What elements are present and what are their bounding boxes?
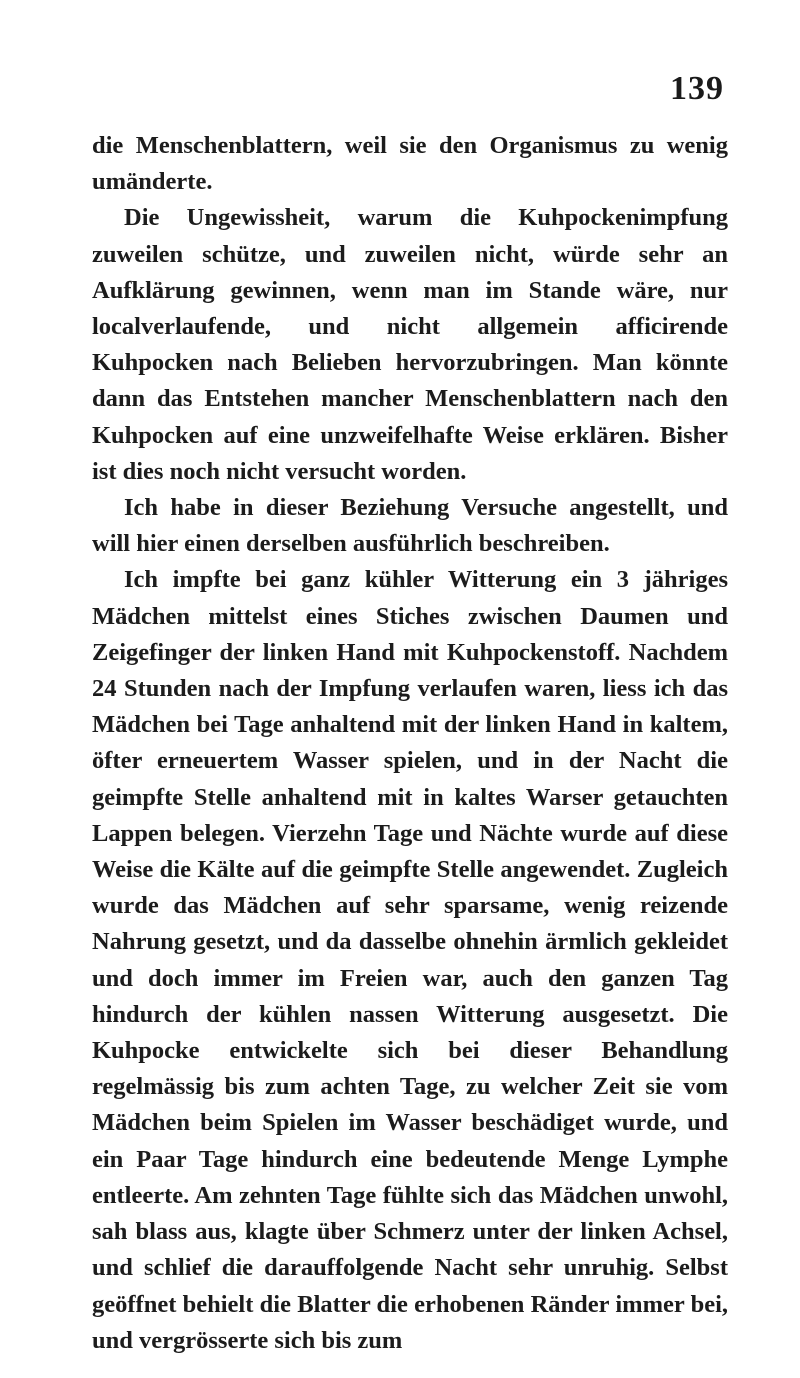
paragraph: Ich impfte bei ganz kühler Witterung ein 3 jähriges Mädchen mittelst eines Stiches zwischen Daumen und Zeigefinger der linken Hand mit Kuhpockenstoff. Nachdem 24 Stunden nach der Impfung verlaufen waren, liess ich das Mädchen bei Tage anhaltend mit der linken Hand in kaltem, öfter erneuertem Wasser spielen, und in der Nacht die geimpfte Stelle anhaltend mit in kaltes Warser getauchten Lappen belegen. Vierzehn Tage und Nächte wurde auf diese Weise die Kälte auf die geimpfte Stelle angewendet. Zugleich wurde das Mädchen auf sehr sparsame, wenig reizende Nahrung gesetzt, und da dasselbe ohnehin ärmlich gekleidet und doch immer im Freien war, auch den ganzen Tag hindurch der kühlen nassen Witterung ausgesetzt. Die Kuhpocke entwickelte sich bei dieser Behandlung regelmässig bis zum achten Tage, zu welcher Zeit sie vom Mädchen beim Spielen im Wasser beschädiget wurde, und ein Paar Tage hindurch eine bedeutende Menge Lymphe entleerte. Am zehnten Tage fühlte sich das Mädchen unwohl, sah blass aus, klagte über Schmerz unter der linken Achsel, und schlief die darauffolgende Nacht sehr unruhig. Selbst geöffnet behielt die Blatter die erhobenen Ränder immer bei, und vergrösserte sich bis zum <box>92 566 728 1354</box>
paragraph-continuation: die Menschenblattern, weil sie den Organismus zu wenig umänderte. <box>92 132 728 196</box>
paragraph: Ich habe in dieser Beziehung Versuche angestellt, und will hier einen derselben ausführlich beschreiben. <box>92 494 728 558</box>
paragraph: Die Ungewissheit, warum die Kuhpockenimpfung zuweilen schütze, und zuweilen nicht, würde sehr an Aufklärung gewinnen, wenn man im Stande wäre, nur localverlaufende, und nicht allgemein afficirende Kuhpocken nach Belieben hervorzubringen. Man könnte dann das Entstehen mancher Menschenblattern nach den Kuhpocken auf eine unzweifelhafte Weise erklären. Bisher ist dies noch nicht versucht worden. <box>92 204 728 485</box>
body-text <box>92 128 728 1359</box>
page-number: 139 <box>670 70 724 107</box>
